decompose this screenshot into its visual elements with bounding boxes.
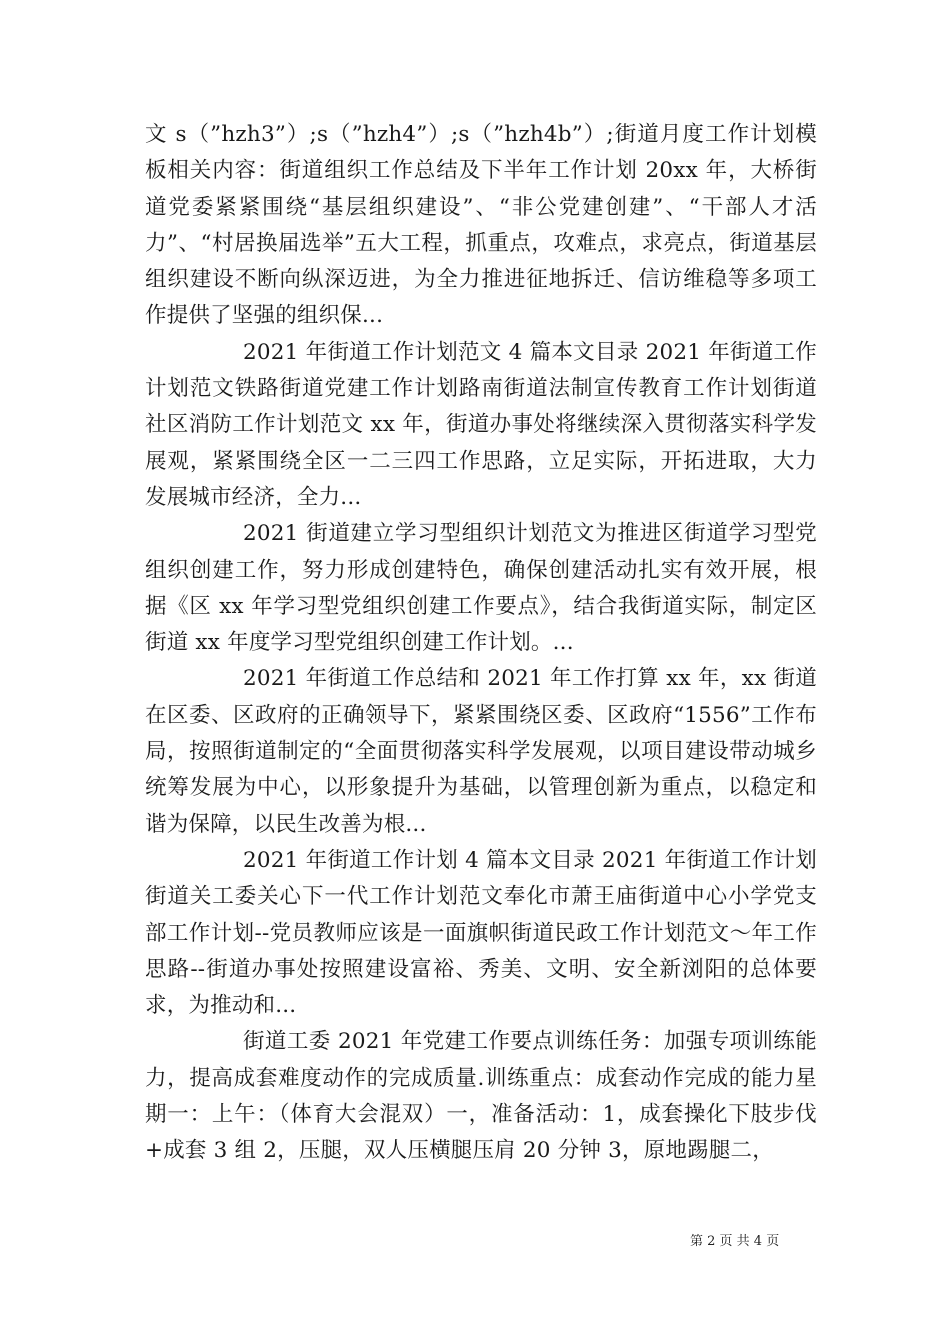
- document-body: [145, 117, 817, 1170]
- paragraph-2: 2021 年街道工作计划范文 4 篇本文目录 2021 年街道工作计划范文铁路街道党建工作计划路南街道法制宣传教育工作计划街道社区消防工作计划范文 xx 年，街道办事处将继续深入贯彻落实科学发展观，紧紧围绕全区一二三四工作思路，立足实际，开拓进取，大力发展城市经济，全力...: [145, 339, 817, 510]
- paragraph-4: 2021 年街道工作总结和 2021 年工作打算 xx 年，xx 街道在区委、区政府的正确领导下，紧紧围绕区委、区政府“1556”工作布局，按照街道制定的“全面贯彻落实科学发展观，以项目建设带动城乡统筹发展为中心，以形象提升为基础，以管理创新为重点，以稳定和谐为保障，以民生改善为根...: [145, 666, 817, 837]
- paragraph-1: 文 s（”hzh3”）;s（”hzh4”）;s（”hzh4b”）;街道月度工作计划模板相关内容：街道组织工作总结及下半年工作计划 20xx 年，大桥街道党委紧紧围绕“基层组织建设”、“非公党建创建”、“干部人才活力”、“村居换届选举”五大工程，抓重点，攻难点，求亮点，街道基层组织建设不断向纵深迈进，为全力推进征地拆迁、信访维稳等多项工作提供了坚强的组织保...: [145, 122, 817, 329]
- paragraph-3: 2021 街道建立学习型组织计划范文为推进区街道学习型党组织创建工作，努力形成创建特色，确保创建活动扎实有效开展，根据《区 xx 年学习型党组织创建工作要点》，结合我街道实际，制定区街道 xx 年度学习型党组织创建工作计划。...: [145, 521, 817, 656]
- paragraph-5: 2021 年街道工作计划 4 篇本文目录 2021 年街道工作计划街道关工委关心下一代工作计划范文奉化市萧王庙街道中心小学党支部工作计划--党员教师应该是一面旗帜街道民政工作计划范文～年工作思路--街道办事处按照建设富裕、秀美、文明、安全新浏阳的总体要求，为推动和...: [145, 847, 817, 1019]
- paragraph-6: 街道工委 2021 年党建工作要点训练任务：加强专项训练能力，提高成套难度动作的完成质量.训练重点：成套动作完成的能力星期一：上午：（体育大会混双）一，准备活动：1，成套操化下肢步伐+成套 3 组 2，压腿，双人压横腿压肩 20 分钟 3，原地踢腿二，: [145, 1029, 817, 1164]
- page-number-footer: 第 2 页 共 4 页: [690, 1234, 780, 1249]
